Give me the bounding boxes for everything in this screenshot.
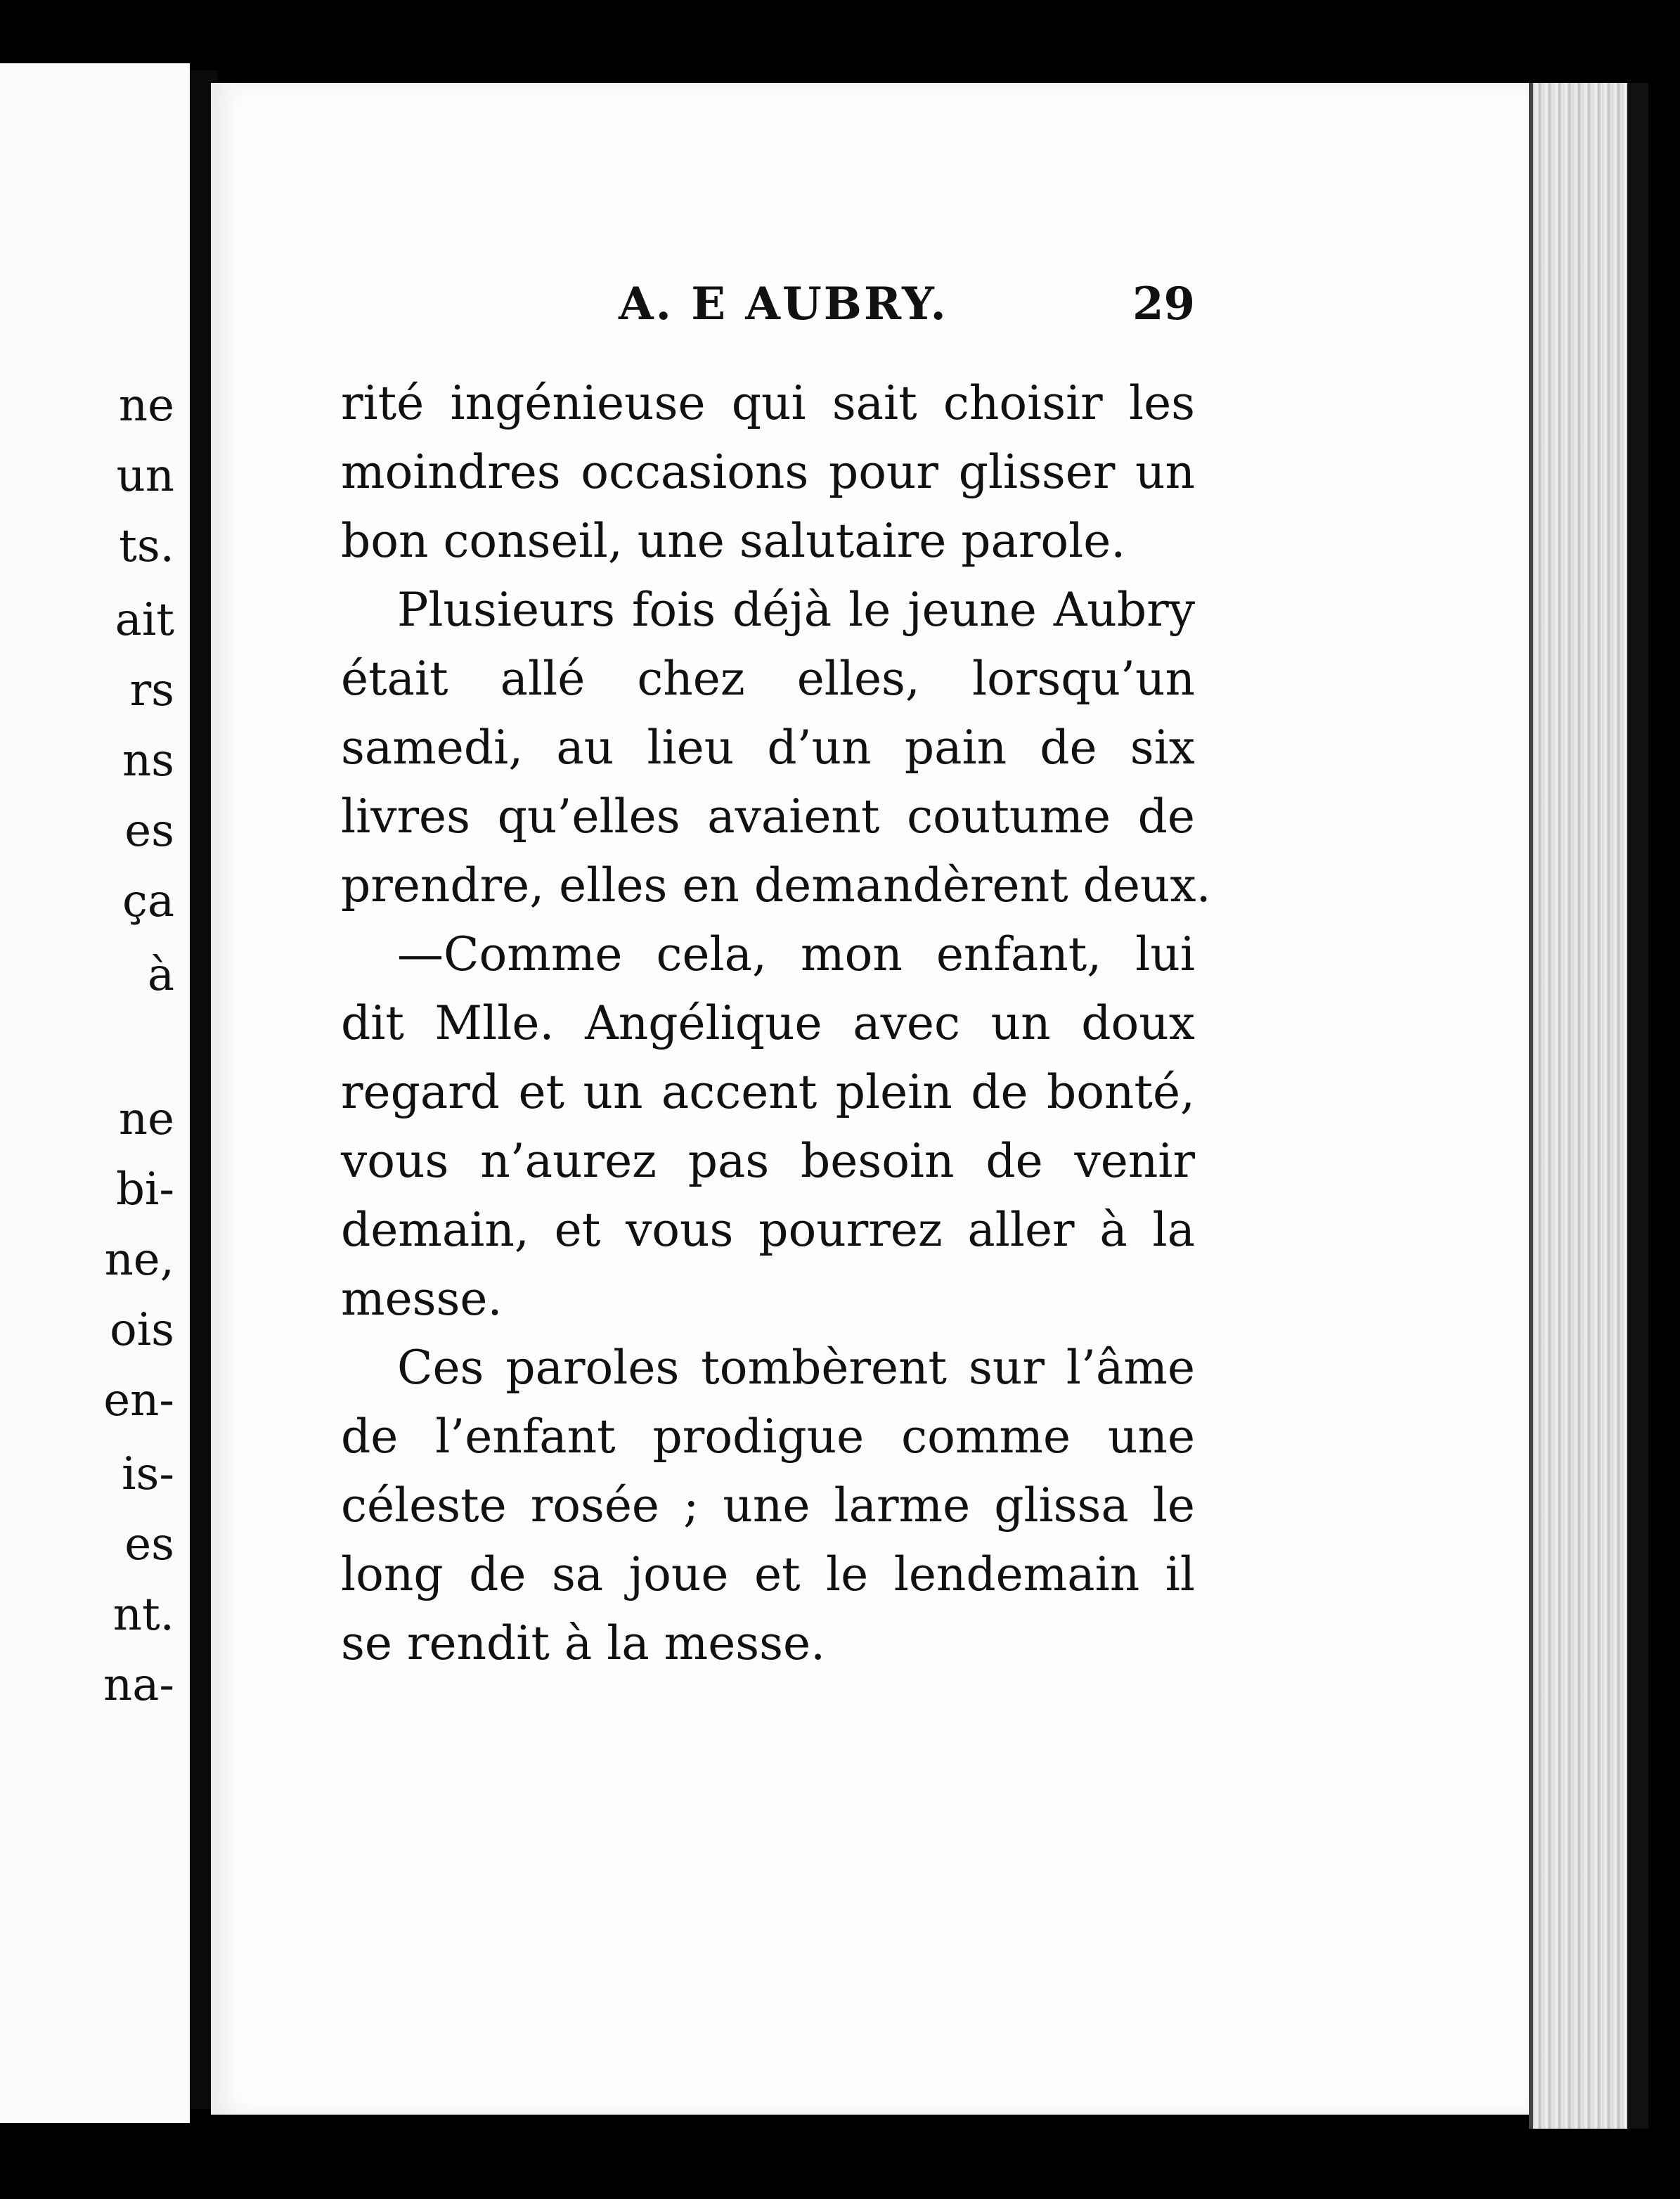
body-text (341, 369, 1211, 1678)
left-page-fragment: es (124, 805, 174, 857)
left-page-fragment: nt. (112, 1589, 174, 1641)
text-line: était allé chez elles, lorsqu’un (341, 652, 1195, 706)
left-page-fragment: is- (122, 1448, 174, 1500)
left-page-fragment: bi- (115, 1163, 174, 1215)
text-line: moindres occasions pour glisser un (341, 445, 1195, 499)
left-page-fragment: un (116, 450, 174, 502)
left-page-fragment: à (147, 949, 174, 1001)
text-line: long de sa joue et le lendemain il (341, 1547, 1195, 1601)
running-title: A. E AUBRY. (619, 278, 948, 330)
text-line: vous n’aurez pas besoin de venir (341, 1134, 1195, 1188)
text-line: livres qu’elles avaient coutume de (341, 789, 1195, 844)
left-facing-page (0, 63, 190, 2123)
left-page-fragment: ça (122, 875, 174, 927)
text-line: regard et un accent plein de bonté, (341, 1065, 1195, 1119)
text-line: Plusieurs fois déjà le jeune Aubry (397, 583, 1195, 637)
left-page-fragment: ois (110, 1304, 174, 1356)
page-number: 29 (1132, 278, 1195, 330)
left-page-fragment: ne (118, 1093, 174, 1145)
text-line: samedi, au lieu d’un pain de six (341, 721, 1195, 775)
text-line: demain, et vous pourrez aller à la (341, 1203, 1195, 1257)
text-line: se rendit à la messe. (341, 1616, 826, 1670)
text-line: céleste rosée ; une larme glissa le (341, 1478, 1195, 1533)
running-head (341, 278, 1195, 334)
text-line: dit Mlle. Angélique avec un doux (341, 996, 1195, 1050)
left-page-fragment: na- (103, 1659, 174, 1711)
left-page-fragment: ne, (104, 1234, 174, 1286)
text-line: rité ingénieuse qui sait choisir les (341, 376, 1195, 430)
left-page-fragment: ait (115, 594, 174, 646)
left-page-fragment: en- (103, 1374, 174, 1426)
page-edges (1529, 83, 1631, 2129)
page-edges-shadow (1627, 83, 1648, 2129)
left-page-fragment: rs (129, 664, 174, 716)
text-line: prendre, elles en demandèrent deux. (341, 858, 1211, 913)
left-page-fragment: ne (118, 380, 174, 432)
left-page-fragment: es (124, 1518, 174, 1571)
text-line: bon conseil, une salutaire parole. (341, 514, 1126, 568)
left-page-fragment: ns (122, 735, 174, 787)
text-line: —Comme cela, mon enfant, lui (397, 927, 1195, 981)
left-page-fragment: ts. (119, 520, 174, 572)
text-line: de l’enfant prodigue comme une (341, 1410, 1195, 1464)
text-line: Ces paroles tombèrent sur l’âme (397, 1341, 1195, 1395)
text-line: messe. (341, 1272, 503, 1326)
